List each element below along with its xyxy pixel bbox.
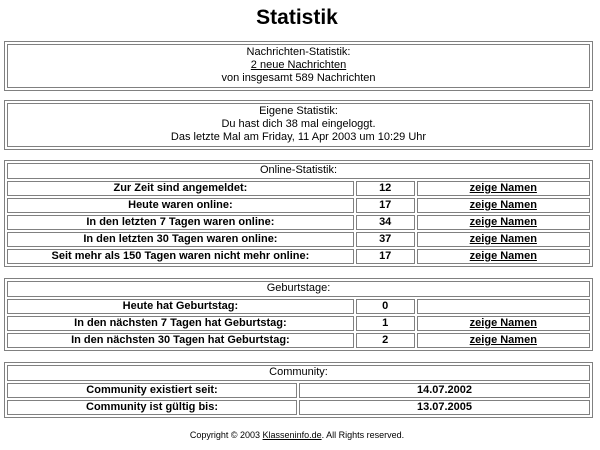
birthday-stat-value: 2: [356, 333, 415, 348]
own-stats-box: [7, 103, 590, 147]
show-names-link[interactable]: zeige Namen: [469, 233, 537, 245]
messages-panel: [4, 41, 593, 91]
online-stats-panel: [4, 160, 593, 267]
online-stat-link-cell: [417, 181, 590, 196]
online-stat-value: 17: [356, 249, 415, 264]
new-messages-link[interactable]: 2 neue Nachrichten: [250, 59, 347, 71]
online-stat-label: Zur Zeit sind angemeldet:: [7, 181, 354, 196]
community-stat-label: Community ist gültig bis:: [7, 400, 297, 415]
online-stat-link-cell: [417, 249, 590, 264]
birthday-stat-label: In den nächsten 7 Tagen hat Geburtstag:: [7, 316, 354, 331]
community-panel: [4, 362, 593, 418]
online-stat-label: In den letzten 30 Tagen waren online:: [7, 232, 354, 247]
show-names-link[interactable]: zeige Namen: [469, 216, 537, 228]
footer: [0, 430, 594, 440]
online-stat-row: [7, 215, 590, 230]
last-login: Das letzte Mal am Friday, 11 Apr 2003 um 10:29 Uhr: [170, 131, 427, 143]
online-stat-row: [7, 249, 590, 264]
birthday-stat-link-cell: [417, 333, 590, 348]
online-stat-label: Heute waren online:: [7, 198, 354, 213]
own-stats-panel: [4, 100, 593, 150]
page-title: Statistik: [256, 6, 338, 29]
community-stat-value: 13.07.2005: [299, 400, 590, 415]
birthdays-header: Geburtstage:: [7, 281, 590, 297]
community-stat-row: [7, 383, 590, 398]
birthday-stat-value: 0: [356, 299, 415, 314]
show-names-link[interactable]: zeige Namen: [469, 250, 537, 262]
online-stat-row: [7, 181, 590, 196]
birthday-stat-link-cell: [417, 299, 590, 314]
community-stat-row: [7, 400, 590, 415]
community-stat-value: 14.07.2002: [299, 383, 590, 398]
birthday-stat-row: [7, 333, 590, 348]
copyright-text: Copyright © 2003: [189, 430, 263, 440]
online-stat-value: 34: [356, 215, 415, 230]
online-stat-value: 12: [356, 181, 415, 196]
rights-text: . All Rights reserved.: [321, 430, 405, 440]
online-stat-link-cell: [417, 215, 590, 230]
messages-header: Nachrichten-Statistik:: [246, 46, 351, 58]
online-stat-link-cell: [417, 232, 590, 247]
birthday-stat-link-cell: [417, 316, 590, 331]
show-names-link[interactable]: zeige Namen: [469, 334, 537, 346]
own-stats-header: Eigene Statistik:: [259, 105, 338, 117]
messages-total: von insgesamt 589 Nachrichten: [221, 72, 376, 84]
online-stat-row: [7, 198, 590, 213]
show-names-link[interactable]: zeige Namen: [469, 317, 537, 329]
birthday-stat-label: Heute hat Geburtstag:: [7, 299, 354, 314]
birthday-stat-row: [7, 299, 590, 314]
online-stat-value: 17: [356, 198, 415, 213]
show-names-link[interactable]: zeige Namen: [469, 182, 537, 194]
online-stat-label: In den letzten 7 Tagen waren online:: [7, 215, 354, 230]
online-stat-row: [7, 232, 590, 247]
messages-box: [7, 44, 590, 88]
online-stat-label: Seit mehr als 150 Tagen waren nicht mehr online:: [7, 249, 354, 264]
online-stat-link-cell: [417, 198, 590, 213]
community-header: Community:: [7, 365, 590, 381]
birthday-stat-row: [7, 316, 590, 331]
login-count: Du hast dich 38 mal eingeloggt.: [221, 118, 376, 130]
site-link[interactable]: Klasseninfo.de: [262, 430, 322, 440]
birthdays-panel: [4, 278, 593, 351]
community-stat-label: Community existiert seit:: [7, 383, 297, 398]
birthday-stat-label: In den nächsten 30 Tagen hat Geburtstag:: [7, 333, 354, 348]
online-stats-header: Online-Statistik:: [7, 163, 590, 179]
online-stat-value: 37: [356, 232, 415, 247]
birthday-stat-value: 1: [356, 316, 415, 331]
show-names-link[interactable]: zeige Namen: [469, 199, 537, 211]
